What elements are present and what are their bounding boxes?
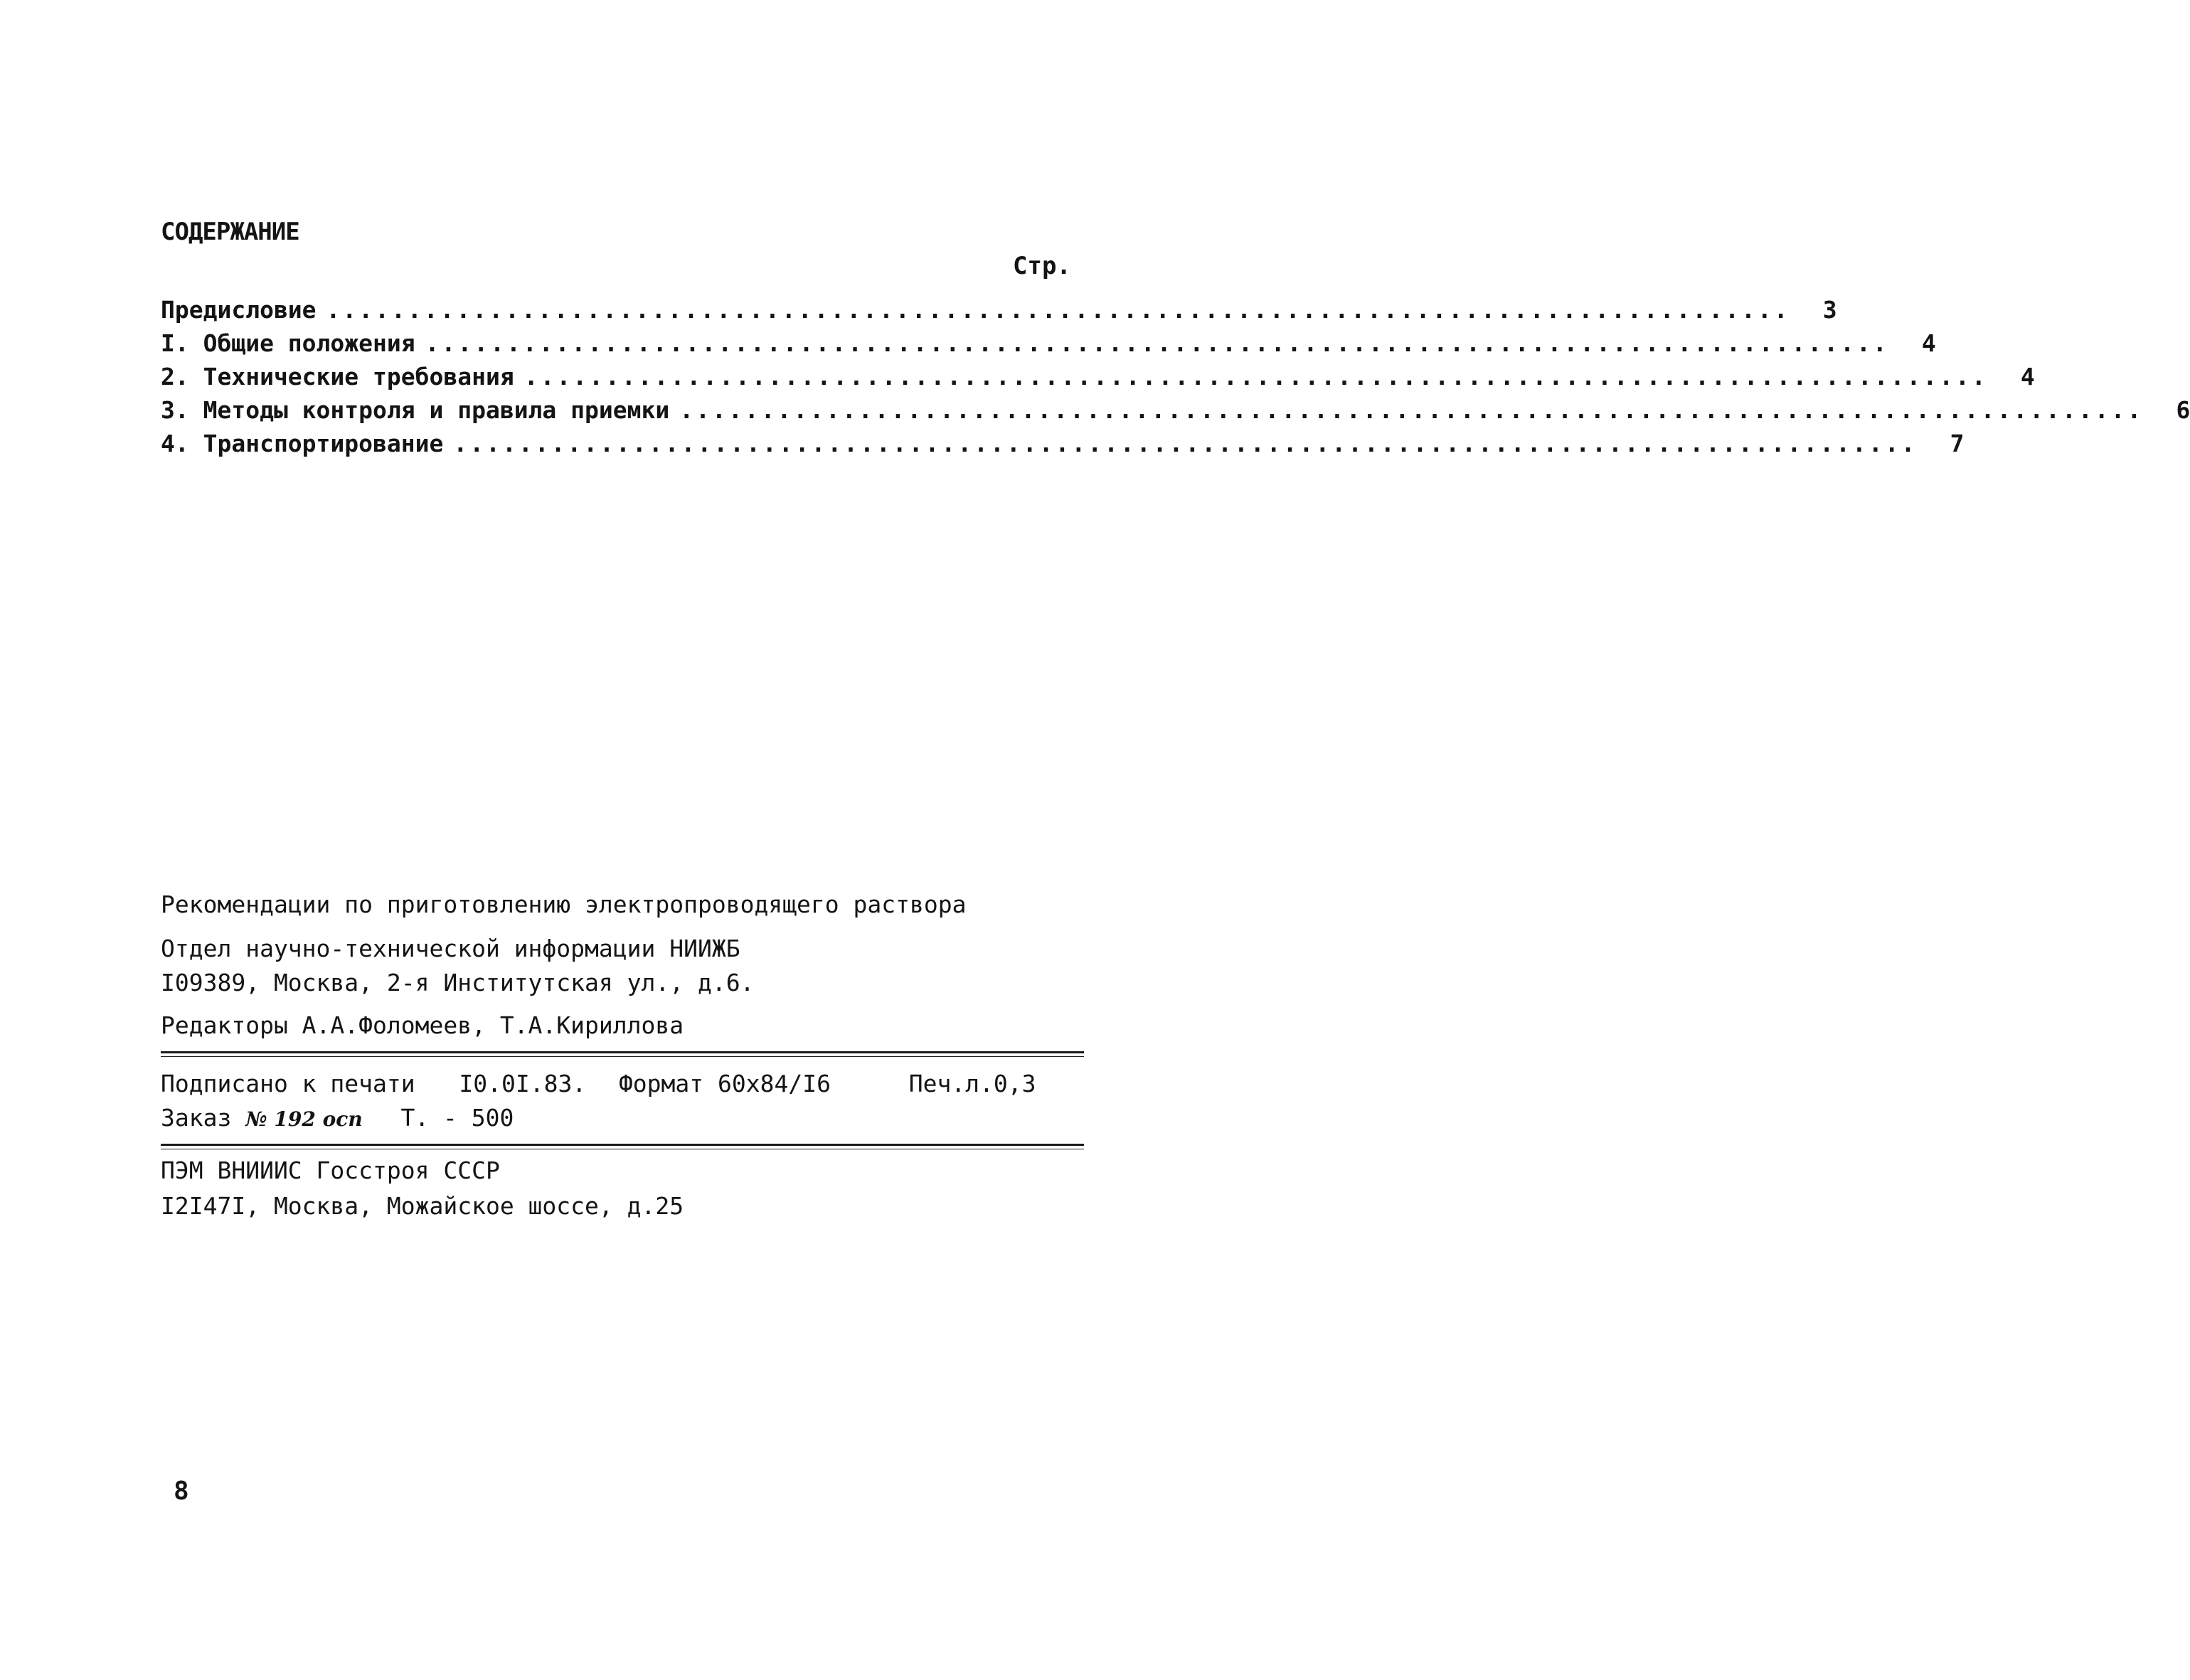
- publisher-address: I09389, Москва, 2-я Институтская ул., д.6.: [161, 969, 755, 996]
- toc-title: СОДЕРЖАНИЕ: [161, 218, 299, 246]
- toc-entry-label: 4. Транспортирование: [161, 430, 444, 457]
- divider: [161, 1144, 1084, 1146]
- toc-leader-dots: ..........................................................................................: [523, 363, 1988, 390]
- publisher-department: Отдел научно-технической информации НИИЖБ: [161, 935, 740, 962]
- toc-entry-label: 2. Технические требования: [161, 363, 514, 390]
- toc-entry-page: 6: [2176, 396, 2190, 424]
- toc-leader-dots: ..........................................................................................: [326, 296, 1790, 324]
- toc-page-column-label: Стр.: [1013, 252, 1071, 280]
- order-label: Заказ: [161, 1104, 232, 1132]
- toc-leader-dots: ..........................................................................................: [679, 396, 2144, 424]
- editors: Редакторы А.А.Фоломеев, Т.А.Кириллова: [161, 1011, 684, 1039]
- toc-entry: [161, 296, 1837, 329]
- toc-entry: [161, 363, 2035, 395]
- order-line: [161, 1104, 514, 1132]
- order-number: № 192 осп: [245, 1107, 363, 1131]
- toc-entry-page: 7: [1950, 430, 1965, 457]
- toc-entry-label: 3. Методы контроля и правила приемки: [161, 396, 670, 424]
- signed-label: Подписано к печати: [161, 1070, 415, 1097]
- toc-leader-dots: ..........................................................................................: [425, 329, 1889, 357]
- tirage: Т. - 500: [400, 1104, 514, 1132]
- toc-entry-page: 3: [1822, 296, 1837, 324]
- toc-entry: [161, 329, 1936, 362]
- toc-entry: [161, 430, 1965, 462]
- divider: [161, 1051, 1084, 1053]
- toc-entry: [161, 396, 2190, 429]
- page-number: 8: [174, 1477, 189, 1506]
- printed-sheets: Печ.л.0,3: [908, 1070, 1036, 1097]
- signed-date: I0.0I.83.: [459, 1070, 587, 1097]
- toc-entry-label: I. Общие положения: [161, 329, 415, 357]
- paper-format: Формат 60х84/I6: [618, 1070, 831, 1097]
- printer-address: I2I47I, Москва, Можайское шоссе, д.25: [161, 1192, 684, 1220]
- publication-title: Рекомендации по приготовлению электропроводящего раствора: [161, 890, 967, 918]
- print-details-line: [161, 1070, 1036, 1097]
- toc-entry-label: Предисловие: [161, 296, 317, 324]
- divider: [161, 1056, 1084, 1057]
- toc-leader-dots: ..........................................................................................: [453, 430, 1918, 457]
- toc-entry-page: 4: [2020, 363, 2035, 390]
- printer-name: ПЭМ ВНИИИС Госстроя СССР: [161, 1157, 500, 1184]
- toc-entry-page: 4: [1921, 329, 1936, 357]
